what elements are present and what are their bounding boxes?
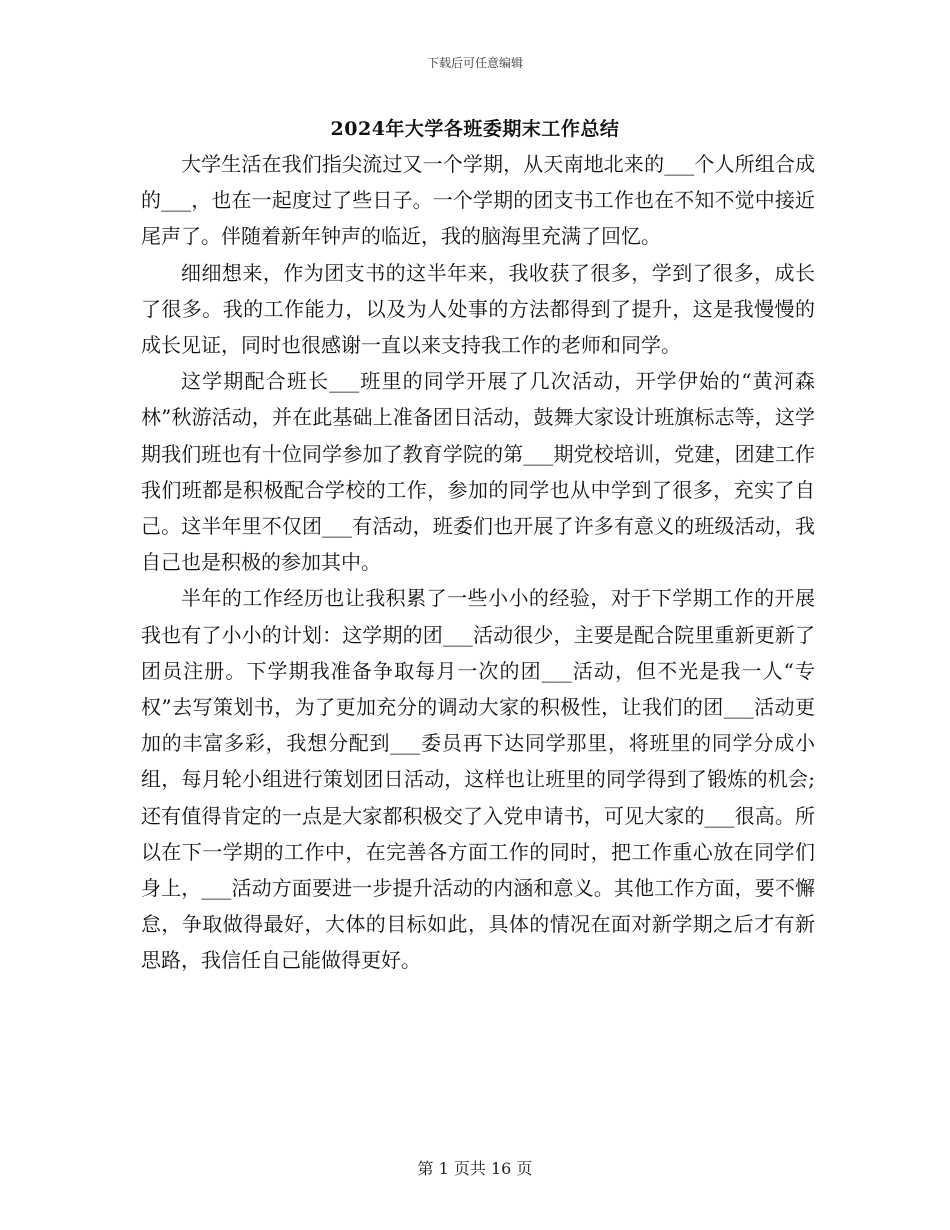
paragraph-4: 半年的工作经历也让我积累了一些小小的经验，对于下学期工作的开展我也有了小小的计划：这学期的团___活动很少，主要是配合院里重新更新了团员注册。下学期我准备争取每月一次的团___活动，但不光是我一人“专权”去写策划书，为了更加充分的调动大家的积极性，让我们的团___活动更加的丰富多彩，我想分配到___委员再下达同学那里，将班里的同学分成小组，每月轮小组进行策划团日活动，这样也让班里的同学得到了锻炼的机会;还有值得肯定的一点是大家都积极交了入党申请书，可见大家的___很高。所以在下一学期的工作中，在完善各方面工作的同时，把工作重心放在同学们身上，___活动方面要进一步提升活动的内涵和意义。其他工作方面，要不懈怠，争取做得最好，大体的目标如此，具体的情况在面对新学期之后才有新思路，我信任自己能做得更好。 — [141, 586, 815, 973]
document-body — [141, 146, 815, 979]
paragraph-1: 大学生活在我们指尖流过又一个学期，从天南地北来的___个人所组合成的___，也在一起度过了些日子。一个学期的团支书工作也在不知不觉中接近尾声了。伴随着新年钟声的临近，我的脑海里充满了回忆。 — [141, 152, 815, 249]
paragraph-2: 细细想来，作为团支书的这半年来，我收获了很多，学到了很多，成长了很多。我的工作能力，以及为人处事的方法都得到了提升，这是我慢慢的成长见证，同时也很感谢一直以来支持我工作的老师和同学。 — [141, 260, 815, 358]
document-title: 2024年大学各班委期末工作总结 — [330, 118, 620, 140]
page-footer: 第 1 页共 16 页 — [417, 1159, 533, 1178]
header-note: 下载后可任意编辑 — [426, 56, 523, 70]
paragraph-3: 这学期配合班长___班里的同学开展了几次活动，开学伊始的“黄河森林”秋游活动，并在此基础上准备团日活动，鼓舞大家设计班旗标志等，这学期我们班也有十位同学参加了教育学院的第___期党校培训，党建，团建工作我们班都是积极配合学校的工作，参加的同学也从中学到了很多，充实了自己。这半年里不仅团___有活动，班委们也开展了许多有意义的班级活动，我自己也是积极的参加其中。 — [141, 369, 815, 575]
